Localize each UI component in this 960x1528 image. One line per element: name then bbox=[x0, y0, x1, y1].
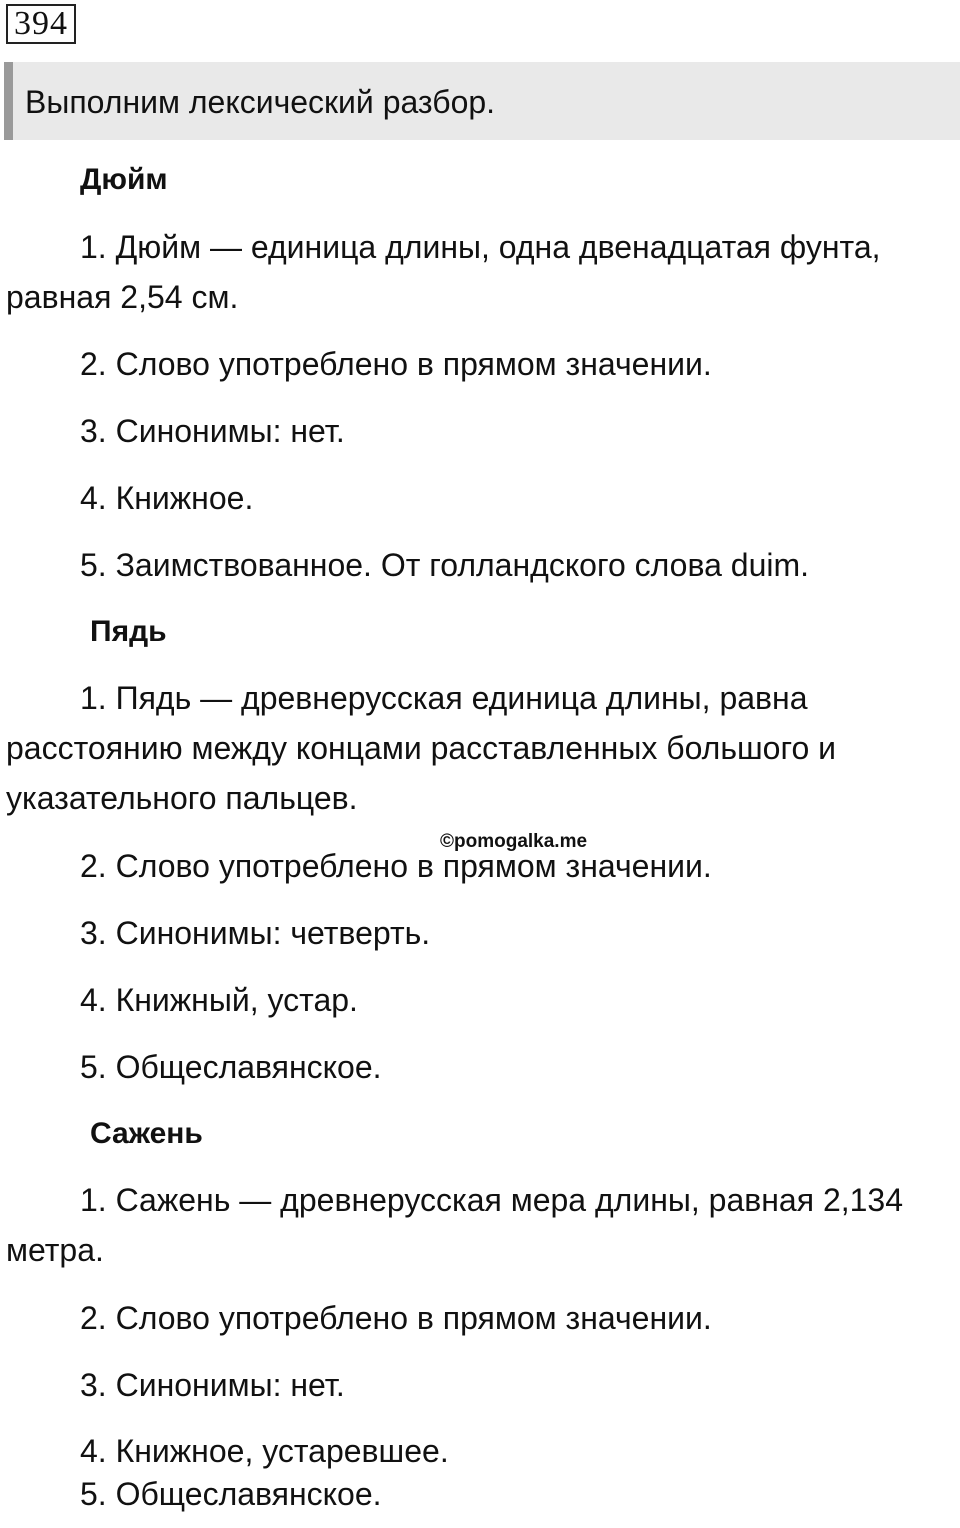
section-title-sazhen: Сажень bbox=[90, 1117, 203, 1150]
list-item: 2. Слово употреблено в прямом значении. bbox=[80, 346, 712, 382]
list-item: 1. Пядь — древнерусская единица длины, равна расстоянию между концами расставленных большого и указательного пальцев. bbox=[6, 680, 836, 816]
list-item: 2. Слово употреблено в прямом значении. bbox=[80, 848, 712, 884]
list-item: 4. Книжное. bbox=[80, 480, 254, 516]
list-item: 2. Слово употреблено в прямом значении. bbox=[80, 1300, 712, 1336]
list-item: 5. Общеславянское. bbox=[80, 1049, 382, 1085]
watermark: ©pomogalka.me bbox=[440, 831, 588, 852]
list-item: 1. Дюйм — единица длины, одна двенадцатая фунта, равная 2,54 см. bbox=[6, 229, 881, 315]
list-item: 1. Сажень — древнерусская мера длины, равная 2,134 метра. bbox=[6, 1182, 904, 1268]
list-item: 3. Синонимы: нет. bbox=[80, 413, 345, 449]
list-item: 5. Заимствованное. От голландского слова duim. bbox=[80, 547, 810, 583]
section-title-pyad: Пядь bbox=[90, 615, 167, 648]
task-number: 394 bbox=[6, 4, 76, 44]
section-title-duym: Дюйм bbox=[80, 163, 168, 196]
list-item: 4. Книжный, устар. bbox=[80, 982, 358, 1018]
list-item: 3. Синонимы: четверть. bbox=[80, 915, 431, 951]
list-item: 5. Общеславянское. bbox=[80, 1476, 382, 1512]
intro-text: Выполним лексический разбор. bbox=[25, 84, 496, 120]
intro-box bbox=[4, 62, 960, 140]
list-item: 3. Синонимы: нет. bbox=[80, 1367, 345, 1403]
list-item: 4. Книжное, устаревшее. bbox=[80, 1433, 449, 1469]
